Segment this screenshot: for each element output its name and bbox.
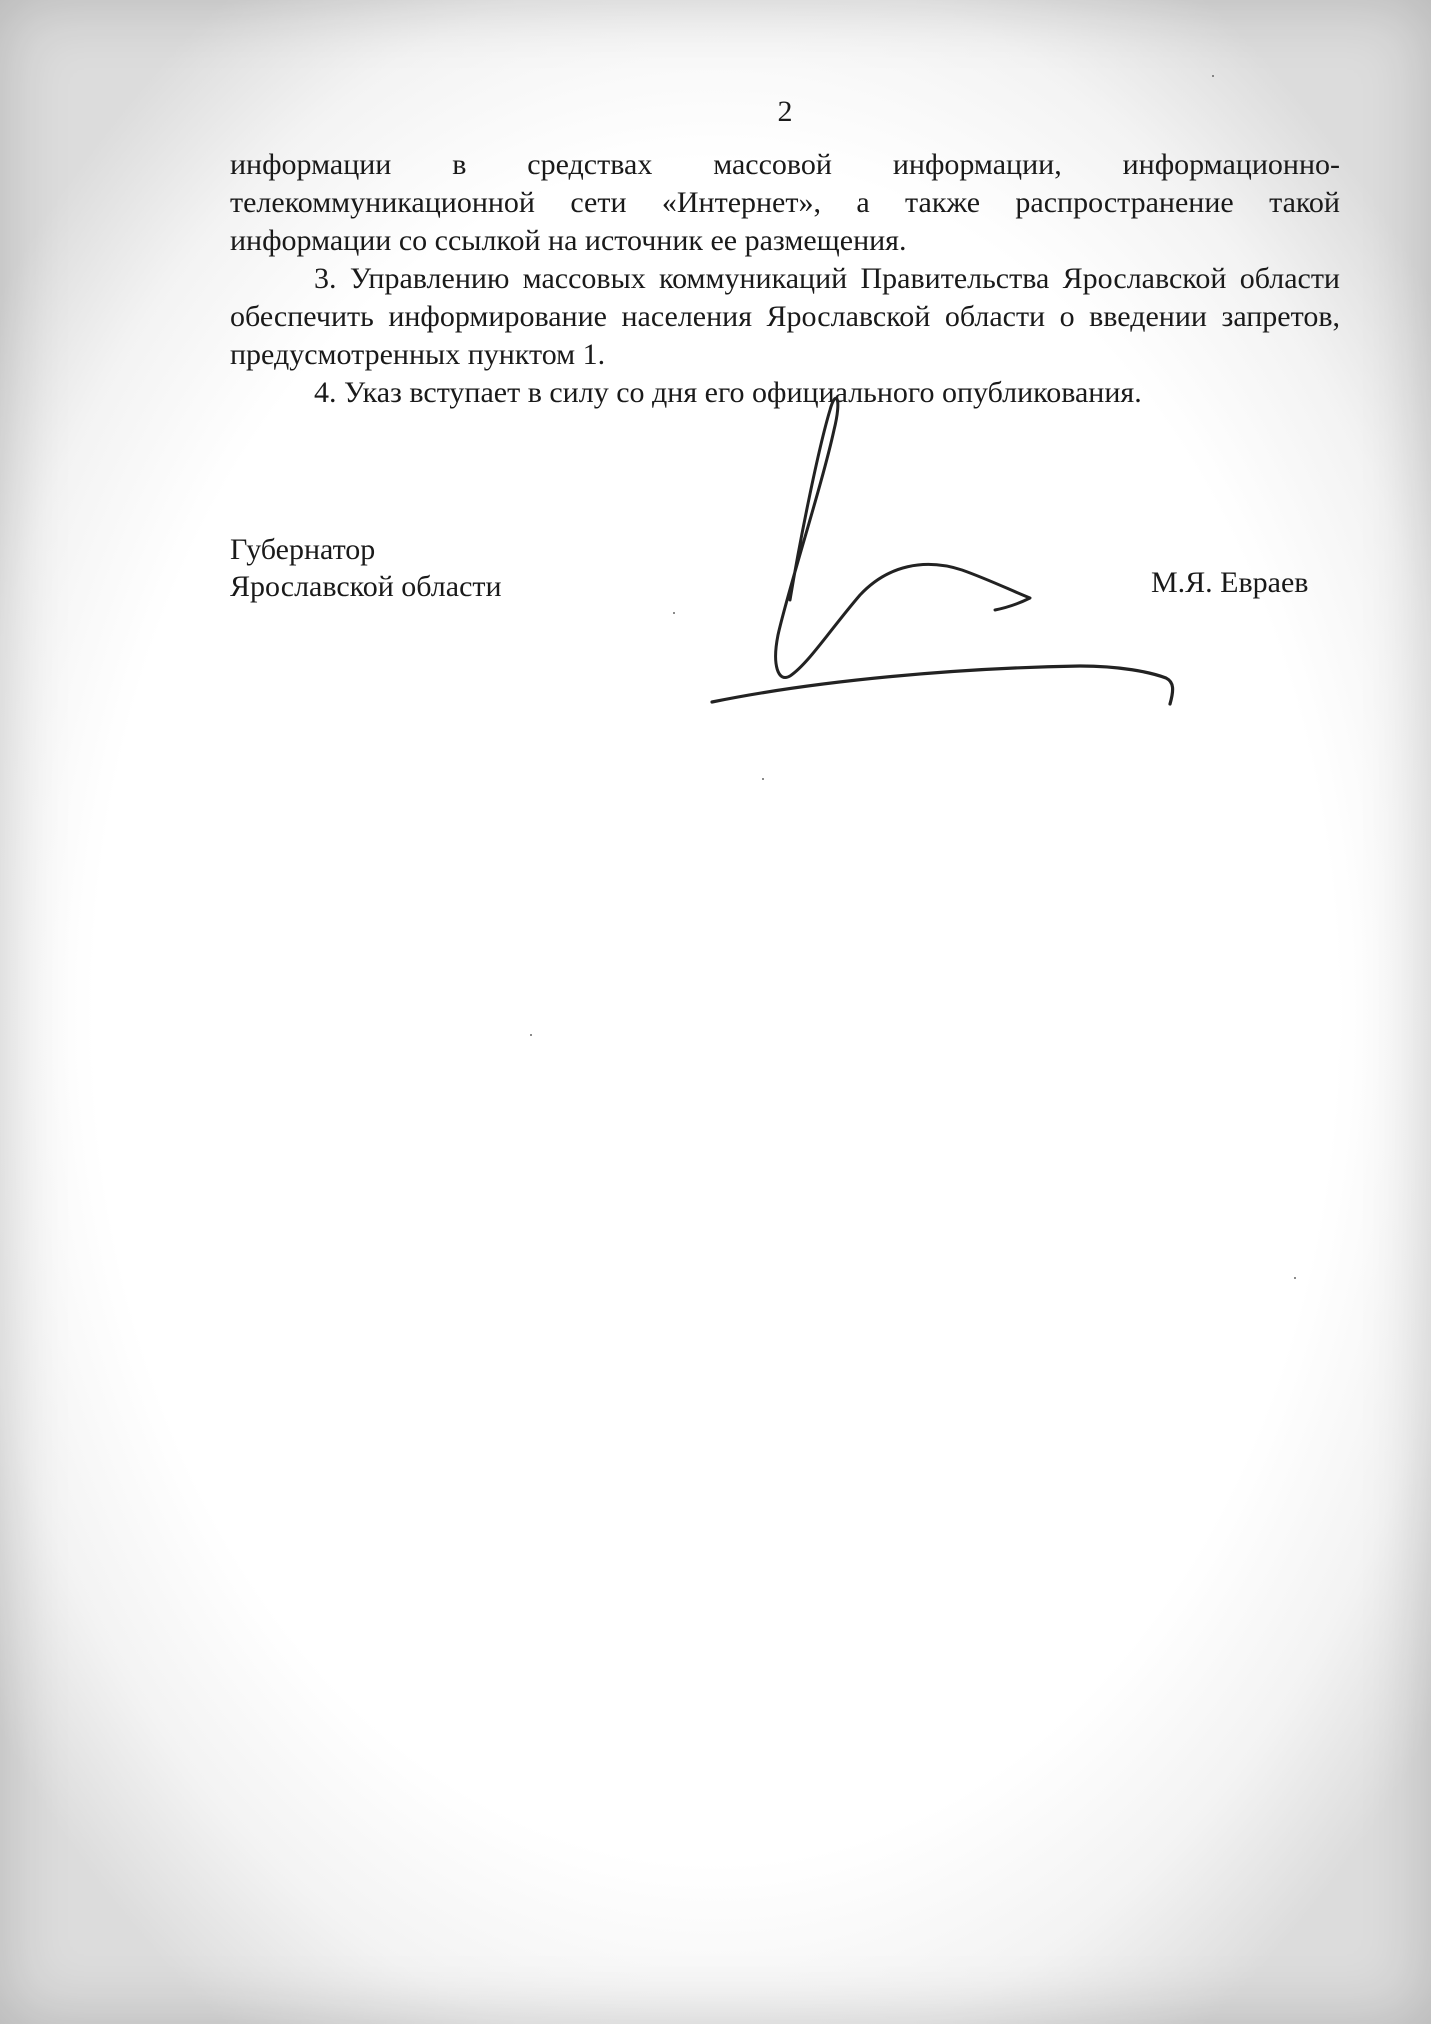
- paragraph-continuation: информации в средствах массовой информации, информационно-телекоммуникационной сети «Интернет», а также распространение такой информации со ссылкой на источник ее размещения.: [230, 148, 1340, 257]
- paragraph-item-3: 3. Управлению массовых коммуникаций Правительства Ярославской области обеспечить информирование населения Ярославской области о введении запретов, предусмотренных пунктом 1.: [230, 262, 1340, 371]
- signatory-name: М.Я. Евраев: [1151, 566, 1309, 599]
- signatory-title: Губернатор: [230, 533, 376, 566]
- page-number: 2: [777, 95, 793, 128]
- paragraph-item-4: 4. Указ вступает в силу со дня его официального опубликования.: [314, 376, 1142, 409]
- scan-speck: [1212, 75, 1214, 77]
- document-body: [230, 146, 1340, 412]
- handwritten-signature: [700, 390, 1190, 720]
- signature-loop-stroke: [776, 398, 1030, 677]
- scan-speck: [1294, 1277, 1296, 1279]
- signatory-region: Ярославской области: [230, 570, 502, 603]
- scan-speck: [530, 1034, 532, 1036]
- scan-speck: [673, 612, 675, 614]
- scan-speck: [762, 778, 764, 780]
- signature-underline-stroke: [712, 666, 1173, 704]
- signatory-position: [230, 531, 502, 605]
